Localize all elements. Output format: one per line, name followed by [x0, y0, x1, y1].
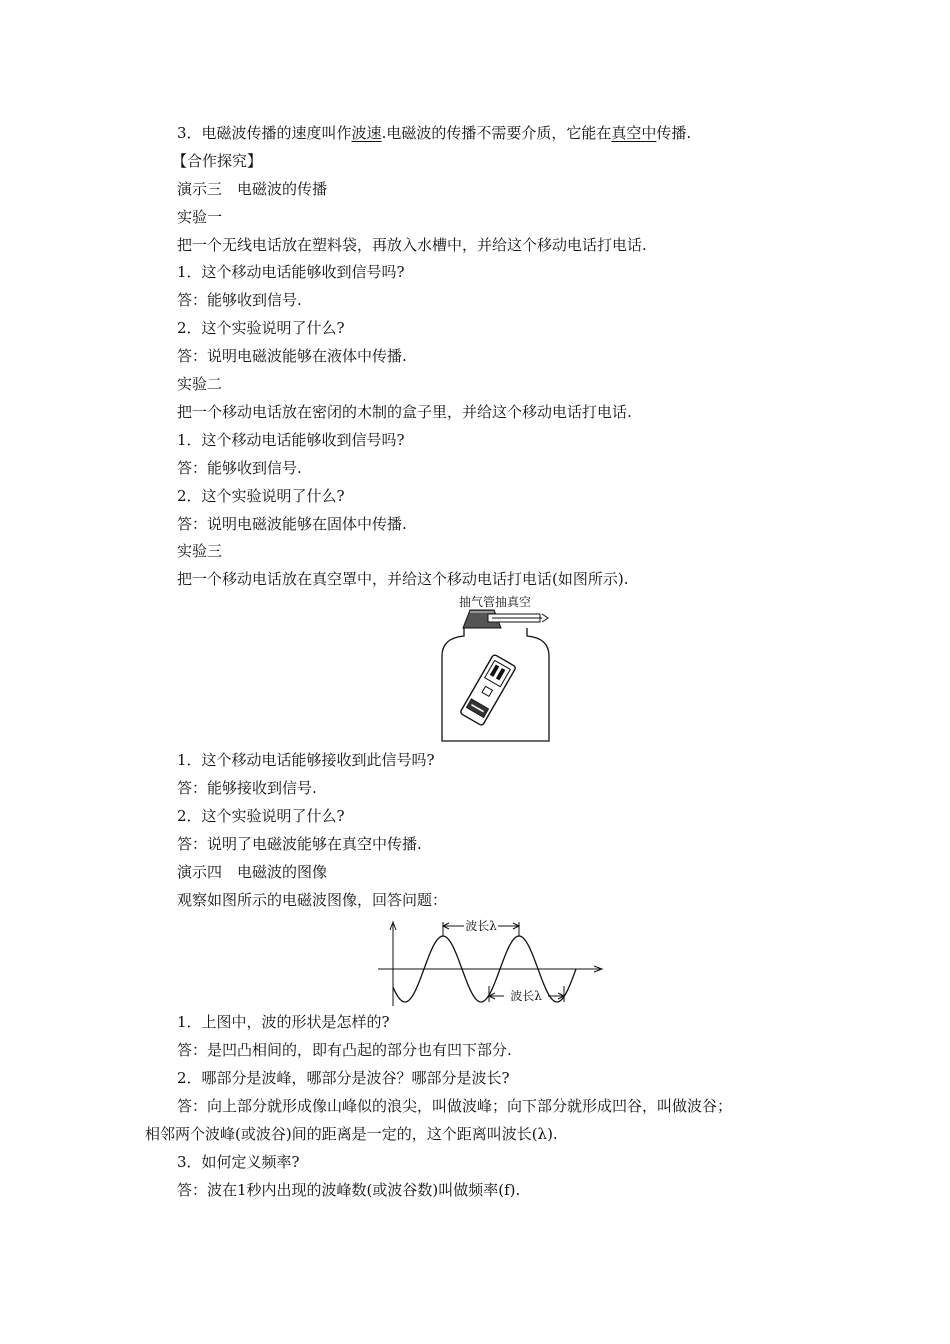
wavelength-label-top: 波长λ [465, 919, 497, 933]
mobile-phone [460, 654, 517, 726]
text-segment: 传播. [656, 124, 692, 142]
exhaust-arrow-head [542, 614, 548, 622]
answer-continuation: 相邻两个波峰(或波谷)间的距离是一定的，这个距离叫波长(λ). [145, 1125, 558, 1143]
answer: 答：向上部分就形成像山峰似的浪尖，叫做波峰；向下部分就形成凹谷，叫做波谷； [177, 1097, 733, 1115]
answer: 答：能够接收到信号. [177, 779, 317, 797]
demo-heading: 演示四 电磁波的图像 [177, 863, 328, 881]
question: 1．这个移动电话能够收到信号吗? [177, 431, 405, 449]
figure-label-vacuum: 抽气管抽真空 [458, 595, 532, 609]
experiment-heading: 实验三 [177, 542, 223, 560]
question: 3．如何定义频率? [177, 1153, 300, 1171]
question: 2．这个实验说明了什么? [177, 487, 345, 505]
question: 1．这个移动电话能够接收到此信号吗? [177, 751, 435, 769]
question: 1．上图中，波的形状是怎样的? [177, 1013, 390, 1031]
experiment-heading: 实验一 [177, 208, 223, 226]
answer: 答：波在1秒内出现的波峰数(或波谷数)叫做频率(f). [177, 1181, 521, 1199]
question: 2．这个实验说明了什么? [177, 807, 345, 825]
paragraph: 把一个移动电话放在密闭的木制的盒子里，并给这个移动电话打电话. [177, 403, 632, 421]
answer: 答：说明电磁波能够在液体中传播. [177, 347, 407, 365]
paragraph-wave-speed [177, 123, 691, 143]
vacuum-jar-figure [430, 592, 560, 744]
paragraph: 把一个移动电话放在真空罩中，并给这个移动电话打电话(如图所示). [177, 570, 629, 588]
answer: 答：说明了电磁波能够在真空中传播. [177, 835, 422, 853]
wave-figure [376, 912, 606, 1008]
question: 1．这个移动电话能够收到信号吗? [177, 263, 405, 281]
answer: 答：说明电磁波能够在固体中传播. [177, 515, 407, 533]
wavelength-label-bottom: 波长λ [510, 989, 542, 1003]
answer: 答：是凹凸相间的，即有凸起的部分也有凹下部分. [177, 1041, 512, 1059]
demo-heading: 演示三 电磁波的传播 [177, 180, 328, 198]
experiment-heading: 实验二 [177, 375, 223, 393]
answer: 答：能够收到信号. [177, 459, 302, 477]
text-segment: 3．电磁波传播的速度叫作 [177, 124, 352, 142]
paragraph: 观察如图所示的电磁波图像，回答问题： [177, 891, 448, 909]
question: 2．这个实验说明了什么? [177, 319, 345, 337]
text-segment: .电磁波的传播不需要介质，它能在 [381, 124, 612, 142]
paragraph: 把一个无线电话放在塑料袋，再放入水槽中，并给这个移动电话打电话. [177, 236, 647, 254]
underlined-term-wave-speed: 波速 [351, 124, 382, 142]
section-heading: 【合作探究】 [172, 152, 263, 170]
underlined-term-vacuum: 真空中 [611, 124, 657, 142]
question: 2．哪部分是波峰，哪部分是波谷？哪部分是波长? [177, 1069, 510, 1087]
answer: 答：能够收到信号. [177, 291, 302, 309]
